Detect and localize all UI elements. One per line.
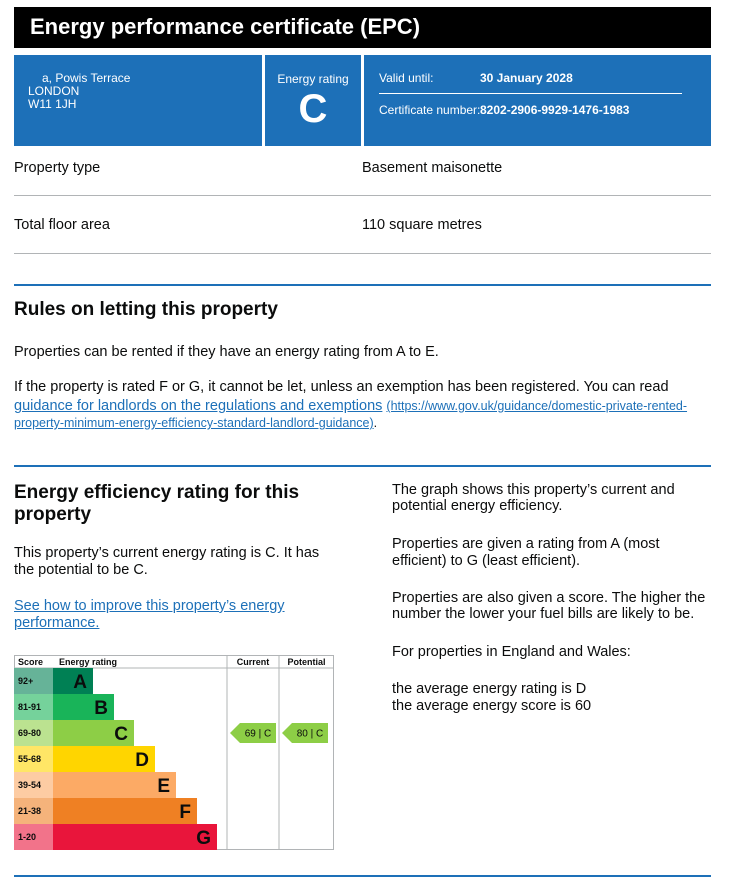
chart-header-current: Current — [236, 657, 270, 667]
band-letter: C — [114, 724, 128, 745]
band-letter: A — [73, 672, 87, 693]
potential-rating-label: 80 | C — [296, 728, 324, 740]
section-divider — [14, 284, 711, 286]
row-divider — [14, 195, 711, 196]
band-letter: F — [179, 802, 191, 823]
floor-area-value: 110 square metres — [362, 217, 482, 233]
band-score-range: 69-80 — [18, 728, 42, 738]
address-panel — [14, 55, 262, 146]
band-letter: G — [196, 828, 211, 849]
average-score-text: the average energy score is 60 — [392, 698, 592, 714]
letting-paragraph-2: If the property is rated F or G, it cannot be let, unless an exemption has been registered. You can read — [14, 379, 669, 395]
improve-energy-link-cont[interactable]: performance. — [14, 615, 100, 631]
certificate-number-label: Certificate number: — [379, 103, 481, 117]
info-p4: For properties in England and Wales: — [392, 644, 631, 660]
current-rating-text-2: the potential to be C. — [14, 562, 148, 578]
efficiency-heading-2: property — [14, 504, 92, 525]
band-letter: E — [157, 776, 170, 797]
section-divider — [14, 875, 711, 877]
guidance-link-url-2[interactable]: property-minimum-energy-efficiency-standard-landlord-guidance) — [14, 416, 374, 430]
band-letter: B — [94, 698, 108, 719]
page-title: Energy performance certificate (EPC) — [30, 14, 421, 39]
chart-header-score: Score — [18, 657, 44, 667]
chart-header-potential: Potential — [287, 657, 326, 667]
page-title-bar — [14, 7, 711, 48]
certificate-panel — [364, 55, 711, 146]
band-letter: D — [135, 750, 149, 771]
band-score-range: 55-68 — [18, 754, 42, 764]
info-p2-1: Properties are given a rating from A (most — [392, 536, 660, 552]
efficiency-heading-1: Energy efficiency rating for this — [14, 482, 300, 503]
address-postcode: W11 1JH — [28, 97, 77, 111]
valid-until-label: Valid until: — [379, 71, 434, 85]
energy-rating-chart-svg — [14, 655, 334, 850]
property-type-value: Basement maisonette — [362, 160, 503, 176]
info-p3-2: number the lower your fuel bills are likely to be. — [392, 606, 695, 622]
link-trailing: . — [373, 416, 378, 430]
band-score-range: 21-38 — [18, 806, 42, 816]
info-p1-1: The graph shows this property’s current and — [392, 482, 675, 498]
band-score-range: 81-91 — [18, 702, 42, 712]
certificate-number: 8202-2906-9929-1476-1983 — [480, 103, 630, 117]
guidance-link-text[interactable]: guidance for landlords on the regulations and exemptions — [14, 398, 383, 414]
band-score-range: 1-20 — [18, 832, 37, 842]
improve-energy-link[interactable]: See how to improve this property’s energy — [14, 598, 285, 614]
row-divider — [14, 253, 711, 254]
letting-paragraph-1: Properties can be rented if they have an energy rating from A to E. — [14, 344, 439, 360]
property-type-label: Property type — [14, 160, 101, 176]
valid-until-date: 30 January 2028 — [480, 71, 573, 85]
band-score-range: 92+ — [18, 676, 34, 686]
panel-divider — [379, 93, 682, 94]
letting-heading: Rules on letting this property — [14, 299, 278, 320]
info-p3-1: Properties are also given a score. The higher the — [392, 590, 706, 606]
energy-rating-panel — [265, 55, 361, 146]
floor-area-label: Total floor area — [14, 217, 110, 233]
landlord-guidance-link[interactable] — [14, 398, 687, 415]
band-bar-g — [53, 824, 217, 850]
band-bar-f — [53, 798, 197, 824]
info-p1-2: potential energy efficiency. — [392, 498, 563, 514]
landlord-guidance-link-cont[interactable] — [14, 415, 377, 432]
section-divider — [14, 465, 711, 467]
current-rating-text-1: This property’s current energy rating is C. It has — [14, 545, 320, 561]
energy-rating-chart — [14, 655, 334, 850]
average-rating-text: the average energy rating is D — [392, 681, 587, 697]
energy-rating-label: Energy rating — [277, 72, 349, 86]
address-line-1: a, Powis Terrace — [42, 71, 131, 85]
chart-header-rating: Energy rating — [59, 657, 118, 667]
band-score-range: 39-54 — [18, 780, 42, 790]
guidance-link-url-1[interactable]: (https://www.gov.uk/guidance/domestic-private-rented- — [386, 399, 688, 413]
info-p2-2: efficient) to G (least efficient). — [392, 553, 581, 569]
energy-rating-letter: C — [298, 87, 328, 131]
current-rating-label: 69 | C — [244, 728, 272, 740]
address-line-2: LONDON — [28, 84, 80, 98]
